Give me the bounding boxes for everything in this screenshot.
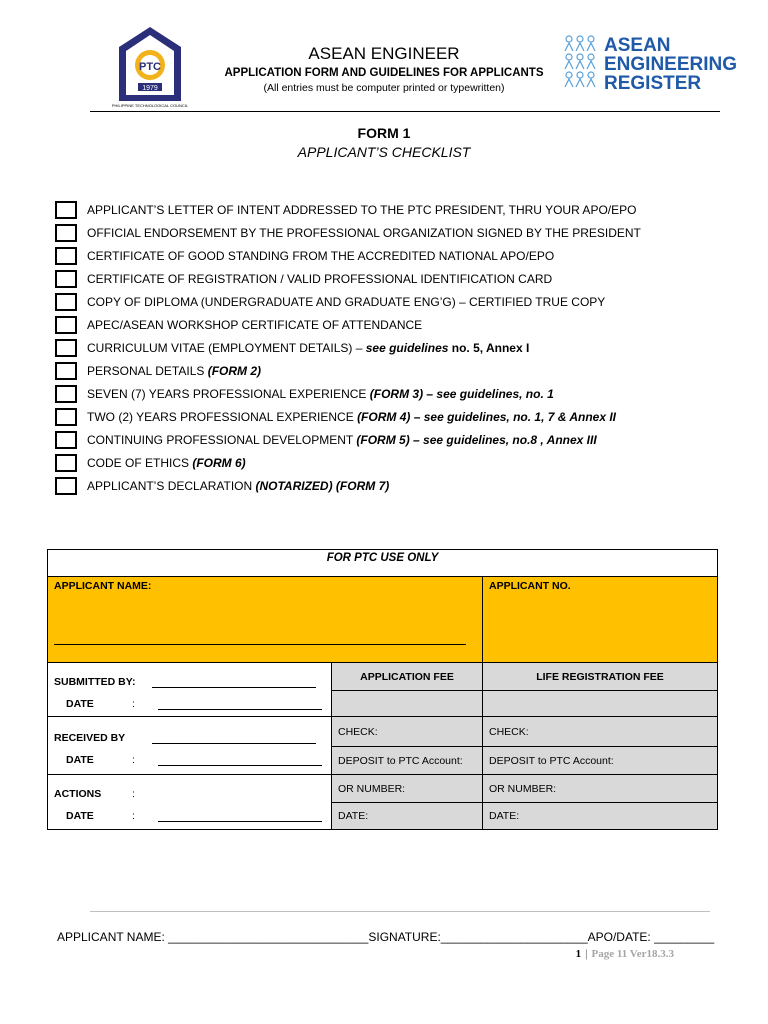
checklist-item-label [87, 249, 554, 263]
checklist-item [55, 405, 735, 428]
checklist-item-text: APPLICANT’S LETTER OF INTENT ADDRESSED TO THE PTC PRESIDENT, THRU YOUR APO/EPO [87, 202, 637, 217]
received-by-line [152, 733, 316, 744]
applicant-name-cell[interactable] [48, 577, 483, 663]
checkbox[interactable] [55, 247, 77, 265]
checklist-item-text: CERTIFICATE OF REGISTRATION / VALID PROFESSIONAL IDENTIFICATION CARD [87, 271, 553, 286]
checklist-item-label [87, 410, 616, 424]
received-date-colon: : [132, 753, 135, 766]
checkbox[interactable] [55, 224, 77, 242]
checklist-item-label [87, 203, 636, 217]
checklist-item-label [87, 387, 554, 401]
form-number: FORM 1 [357, 125, 411, 141]
checklist-item-label [87, 318, 422, 332]
checkbox[interactable] [55, 201, 77, 219]
ptc-use-table [47, 549, 718, 830]
checkbox[interactable] [55, 362, 77, 380]
checklist-item-label [87, 479, 389, 493]
checklist-item-text: COPY OF DIPLOMA (UNDERGRADUATE AND GRADUATE ENG’G) – CERTIFIED TRUE COPY [87, 294, 606, 309]
life-registration-fee-header: LIFE REGISTRATION FEE [483, 663, 718, 691]
checklist-item-text: PERSONAL DETAILS [87, 363, 208, 378]
submitted-by-cell[interactable] [48, 663, 332, 717]
received-by-cell[interactable] [48, 717, 332, 775]
page-version-label: Page 11 Ver18.3.3 [591, 948, 674, 960]
aer-logo-line1: ASEAN [604, 35, 671, 56]
checklist [55, 198, 735, 497]
ptc-logo-year: 1979 [142, 85, 158, 92]
checklist-item-text: APEC/ASEAN WORKSHOP CERTIFICATE OF ATTENDANCE [87, 317, 423, 332]
checklist-item-label [87, 456, 246, 470]
checkbox[interactable] [55, 270, 77, 288]
submitted-date-colon: : [132, 697, 135, 710]
checklist-item-text: no. 5, Annex I [448, 340, 530, 355]
checklist-item-text: OFFICIAL ENDORSEMENT BY THE PROFESSIONAL ORGANIZATION SIGNED BY THE PRESIDENT [87, 225, 641, 240]
checkbox[interactable] [55, 316, 77, 334]
checklist-item [55, 313, 735, 336]
aer-logo-line2: ENGINEERING [604, 54, 738, 75]
checklist-item [55, 359, 735, 382]
checklist-item-text: SEVEN (7) YEARS PROFESSIONAL EXPERIENCE [87, 386, 370, 401]
received-date-line [158, 755, 322, 766]
life-fee-deposit[interactable]: DEPOSIT to PTC Account: [483, 747, 718, 775]
application-fee-header: APPLICATION FEE [332, 663, 483, 691]
checklist-item [55, 244, 735, 267]
submitted-date-line [158, 699, 322, 710]
checkbox[interactable] [55, 293, 77, 311]
applicant-name-line [54, 644, 466, 645]
checklist-item [55, 382, 735, 405]
app-fee-deposit[interactable]: DEPOSIT to PTC Account: [332, 747, 483, 775]
checklist-item-label [87, 295, 605, 309]
checklist-item-text: CERTIFICATE OF GOOD STANDING FROM THE ACCREDITED NATIONAL APO/EPO [87, 248, 555, 263]
submitted-date-label: DATE [66, 697, 94, 710]
ptc-logo-caption: PHILIPPINE TECHNOLOGICAL COUNCIL [111, 103, 189, 108]
checklist-item-text: TWO (2) YEARS PROFESSIONAL EXPERIENCE [87, 409, 358, 424]
header-divider [90, 111, 720, 112]
life-fee-blank[interactable] [483, 691, 718, 717]
checklist-item-text: (FORM 3) – see guidelines, no. 1 [369, 386, 554, 401]
checkbox[interactable] [55, 385, 77, 403]
actions-label: ACTIONS [54, 788, 102, 800]
actions-date-line [158, 811, 322, 822]
checklist-item-text: (FORM 4) – see guidelines, no. 1, 7 & Annex II [357, 409, 617, 424]
app-fee-check[interactable]: CHECK: [332, 717, 483, 747]
checklist-item [55, 451, 735, 474]
applicant-no-label: APPLICANT NO. [489, 580, 571, 592]
checklist-item [55, 474, 735, 497]
checkbox[interactable] [55, 339, 77, 357]
received-date-label: DATE [66, 753, 94, 766]
page-number [576, 948, 674, 960]
checkbox[interactable] [55, 454, 77, 472]
checklist-item [55, 336, 735, 359]
applicant-no-cell[interactable] [483, 577, 718, 663]
checklist-item-label [87, 272, 552, 286]
page-number-value: 1 [575, 948, 582, 960]
aer-logo-line3: REGISTER [604, 73, 702, 94]
page-subtitle: APPLICATION FORM AND GUIDELINES FOR APPLICANTS [224, 67, 544, 79]
applicant-name-label: APPLICANT NAME: [54, 580, 152, 592]
actions-cell[interactable] [48, 775, 332, 830]
app-fee-date[interactable]: DATE: [332, 803, 483, 830]
checklist-item [55, 198, 735, 221]
checklist-item-text: (FORM 2) [207, 363, 262, 378]
checklist-item-text: (FORM 5) – see guidelines, no.8 , Annex III [356, 432, 597, 447]
checklist-item-label [87, 341, 529, 355]
checklist-item [55, 267, 735, 290]
submitted-by-line [152, 677, 316, 688]
footer-divider [90, 911, 710, 912]
checklist-item [55, 290, 735, 313]
checklist-item-label [87, 364, 261, 378]
checklist-item-text: see guidelines [365, 340, 449, 355]
footer-signature-line: APPLICANT NAME: ______________________________SIGNATURE:______________________APO/DATE: _________ [57, 930, 715, 944]
page-note: (All entries must be computer printed or typewritten) [263, 82, 505, 94]
checklist-item-text: CODE OF ETHICS [87, 455, 193, 470]
checklist-item-label [87, 433, 597, 447]
checklist-item [55, 221, 735, 244]
page-title: ASEAN ENGINEER [308, 44, 460, 63]
application-fee-blank[interactable] [332, 691, 483, 717]
ptc-logo-text: PTC [139, 61, 161, 73]
submitted-by-label: SUBMITTED BY: [54, 675, 136, 688]
checklist-item-text: (FORM 6) [192, 455, 246, 470]
app-fee-or-number[interactable]: OR NUMBER: [332, 775, 483, 803]
life-fee-or-number[interactable]: OR NUMBER: [483, 775, 718, 803]
checklist-item-text: CURRICULUM VITAE (EMPLOYMENT DETAILS) – [87, 340, 366, 355]
page-number-separator: | [585, 948, 588, 960]
checkbox[interactable] [55, 431, 77, 449]
actions-date-colon: : [132, 810, 135, 822]
form-name: APPLICANT’S CHECKLIST [297, 144, 471, 160]
checkbox[interactable] [55, 477, 77, 495]
actions-date-label: DATE [66, 810, 94, 822]
checkbox[interactable] [55, 408, 77, 426]
ptc-table-title: FOR PTC USE ONLY [48, 550, 718, 577]
checklist-item-text: APPLICANT’S DECLARATION [87, 478, 256, 493]
checklist-item-label [87, 226, 641, 240]
life-fee-check[interactable]: CHECK: [483, 717, 718, 747]
actions-colon: : [132, 788, 135, 800]
life-fee-date[interactable]: DATE: [483, 803, 718, 830]
checklist-item [55, 428, 735, 451]
checklist-item-text: CONTINUING PROFESSIONAL DEVELOPMENT [87, 432, 357, 447]
received-by-label: RECEIVED BY [54, 731, 126, 744]
aer-logo-icon [562, 33, 740, 101]
checklist-item-text: (NOTARIZED) (FORM 7) [255, 478, 390, 493]
